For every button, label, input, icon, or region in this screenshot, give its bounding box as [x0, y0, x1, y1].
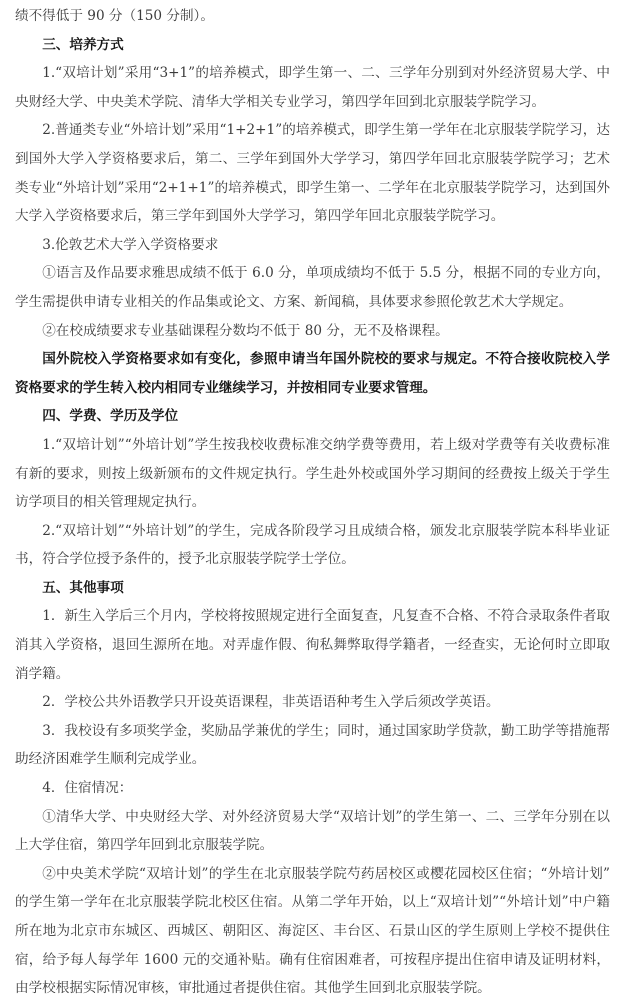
paragraph: 2．学校公共外语教学只开设英语课程，非英语语种考生入学后须改学英语。: [42, 694, 500, 711]
paragraph: 2.普通类专业“外培计划”采用“1+2+1”的培养模式，即学生第一学年在北京服装学院学习，达到国外大学入学资格要求后，第二、三学年到国外大学学习，第四学年回北京服装学院学习；艺术类专业“外培计划”采用“2+1+1”的培养模式，即学生第一、二学年在北京服装学院学习，达到国外大学入学资格要求后，第三学年到国外大学学习，第四学年回北京服装学院学习。: [15, 122, 610, 225]
paragraph: ①语言及作品要求雅思成绩不低于 6.0 分，单项成绩均不低于 5.5 分，根据不同的专业方向，学生需提供申请专业相关的作品集或论文、方案、新闻稿，具体要求参照伦敦艺术大学规定。: [15, 265, 610, 310]
document-body: [15, 2, 610, 1003]
paragraph: 1.“双培计划”“外培计划”学生按我校收费标准交纳学费等费用，若上级对学费等有关收费标准有新的要求，则按上级新颁布的文件规定执行。学生赴外校或国外学习期间的经费按上级关于学生访学项目的相关管理规定执行。: [15, 436, 610, 511]
paragraph: 2.“双培计划”“外培计划”的学生，完成各阶段学习且成绩合格，颁发北京服装学院本科毕业证书，符合学位授予条件的，授予北京服装学院学士学位。: [15, 522, 610, 568]
notice-paragraph: 国外院校入学资格要求如有变化，参照申请当年国外院校的要求与规定。不符合接收院校入学资格要求的学生转入校内相同专业继续学习，并按相同专业要求管理。: [15, 351, 610, 396]
paragraph: ②在校成绩要求专业基础课程分数均不低于 80 分，无不及格课程。: [42, 322, 449, 339]
section-heading: 四、学费、学历及学位: [42, 408, 179, 425]
paragraph: 1．新生入学后三个月内，学校将按照规定进行全面复查，凡复查不合格、不符合录取条件者取消其入学资格，退回生源所在地。对弄虚作假、徇私舞弊取得学籍者，一经查实，无论何时立即取消学籍。: [15, 608, 610, 682]
paragraph: 3．我校设有多项奖学金，奖励品学兼优的学生；同时，通过国家助学贷款，勤工助学等措施帮助经济困难学生顺利完成学业。: [15, 722, 610, 768]
paragraph: 4．住宿情况：: [42, 780, 133, 797]
paragraph: 绩不得低于 90 分（150 分制）。: [15, 8, 214, 24]
paragraph: ①清华大学、中央财经大学、对外经济贸易大学“双培计划”的学生第一、二、三学年分别在以上大学住宿，第四学年回到北京服装学院。: [15, 808, 610, 854]
section-heading: 五、其他事项: [42, 579, 124, 596]
section-heading: 三、培养方式: [42, 36, 124, 53]
paragraph: ②中央美术学院“双培计划”的学生在北京服装学院芍药居校区或樱花园校区住宿；“外培计划”的学生第一学年在北京服装学院北校区住宿。从第二学年开始，以上“双培计划”“外培计划”中户籍所在地为北京市东城区、西城区、朝阳区、海淀区、丰台区、石景山区的学生原则上学校不提供住宿，给予每人每学年 1600 元的交通补贴。确有住宿困难者，可按程序提出住宿申请及证明材料，由学校根据实际情况审核，审批通过者提供住宿。其他学生回到北京服装学院。: [15, 865, 610, 997]
paragraph: 3.伦敦艺术大学入学资格要求: [42, 236, 219, 253]
paragraph: 1.“双培计划”采用“3+1”的培养模式，即学生第一、二、三学年分别到对外经济贸易大学、中央财经大学、中央美术学院、清华大学相关专业学习，第四学年回到北京服装学院学习。: [15, 65, 610, 110]
